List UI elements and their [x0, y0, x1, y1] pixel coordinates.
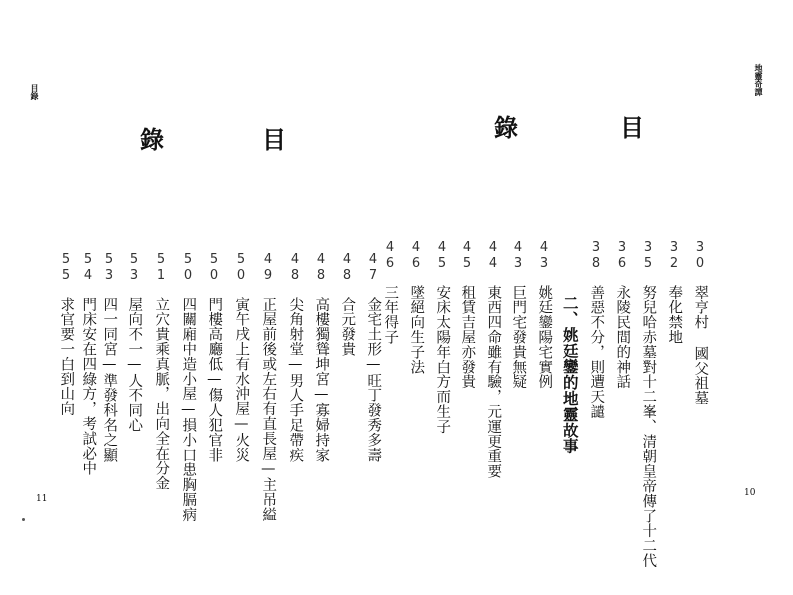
entry-title: 門樓高廳低—傷人犯官非 — [206, 297, 223, 463]
toc-entry — [99, 252, 119, 462]
entry-title: 東西四命雖有驗，元運更重要 — [485, 285, 502, 479]
toc-entry — [457, 240, 477, 389]
page-ref: 48 — [339, 252, 355, 284]
toc-entry — [406, 240, 426, 374]
toc-entry — [432, 240, 452, 434]
page-ref: 53 — [101, 252, 117, 284]
page-ref: 47 — [365, 252, 381, 284]
toc-entry — [231, 252, 251, 462]
page-ref: 36 — [614, 240, 630, 272]
page-ref: 46 — [382, 240, 398, 272]
entry-title: 金宅土形—旺丁發秀多壽 — [365, 297, 382, 463]
entry-title: 正屋前後或左右有直長屋—主吊縊 — [260, 297, 277, 522]
toc-entry — [586, 240, 606, 419]
toc-entry — [204, 252, 224, 462]
page-ref: 30 — [692, 240, 708, 272]
page-ref: 50 — [206, 252, 222, 284]
entry-title: 寅午戌上有水沖屋—火災 — [233, 297, 250, 463]
running-head: 目錄 — [30, 84, 39, 100]
entry-title: 三年得子 — [382, 285, 399, 345]
toc-entry — [337, 252, 357, 357]
entry-title: 立穴貴乘真脈，出向全在分金 — [153, 297, 170, 491]
page-ref: 48 — [313, 252, 329, 284]
entry-title: 高樓獨聳坤宮—寡婦持家 — [313, 297, 330, 463]
entry-title: 翠亨村 國父祖墓 — [692, 285, 709, 406]
page-ref: 50 — [233, 252, 249, 284]
entry-title: 永陵民間的神話 — [614, 285, 631, 390]
page-ref: 43 — [536, 240, 552, 272]
entry-title: 門床安在四綠方，考試必中 — [80, 297, 97, 476]
entry-title: 求官要一白到山向 — [58, 297, 75, 417]
entry-title: 合元發貴 — [339, 297, 356, 357]
entry-title: 姚廷鑾陽宅實例 — [536, 285, 553, 390]
page-ref: 38 — [588, 240, 604, 272]
print-speck — [22, 518, 25, 521]
entry-title: 墜絕向生子法 — [408, 285, 425, 375]
entry-title: 奉化禁地 — [666, 285, 683, 345]
toc-entry — [311, 252, 331, 462]
toc-entry — [258, 252, 278, 522]
page-number: 11 — [36, 494, 48, 504]
title-character: 錄 — [494, 114, 518, 142]
right-page — [382, 0, 793, 595]
title-character: 錄 — [140, 126, 164, 154]
page-ref: 46 — [408, 240, 424, 272]
entry-title: 巨門宅發貴無疑 — [510, 285, 527, 390]
toc-entry — [664, 240, 684, 345]
toc-entry — [151, 252, 171, 491]
toc-entry — [508, 240, 528, 389]
page-ref: 50 — [180, 252, 196, 284]
toc-entry — [380, 240, 400, 345]
entry-title: 四一同宮—準發科名之顯 — [101, 297, 118, 463]
toc-entry — [612, 240, 632, 389]
page-ref: 48 — [287, 252, 303, 284]
entry-title: 善惡不分，則遭天譴 — [588, 285, 605, 420]
title-character: 目 — [262, 126, 286, 154]
toc-entry — [690, 240, 710, 406]
page-ref: 43 — [510, 240, 526, 272]
entry-title: 四關廂中造小屋—損小口患胸膈病 — [180, 297, 197, 522]
page-ref: 35 — [640, 240, 656, 272]
entry-title: 屋向不一—人不同心 — [126, 297, 143, 433]
page-ref: 44 — [485, 240, 501, 272]
running-head: 地靈奇譚 — [754, 64, 763, 96]
entry-title: 安床太陽年白方而生子 — [434, 285, 451, 434]
section-heading — [559, 295, 579, 454]
page-ref: 53 — [126, 252, 142, 284]
entry-title: 努兒哈赤墓對十二峯、清朝皇帝傳了十二代 — [640, 285, 657, 569]
page-ref: 49 — [260, 252, 276, 284]
page-ref: 32 — [666, 240, 682, 272]
page-ref: 55 — [58, 252, 74, 284]
page-ref: 45 — [434, 240, 450, 272]
toc-entry — [124, 252, 144, 433]
section-title: 二、姚廷鑾的地靈故事 — [560, 295, 579, 454]
toc-entry — [285, 252, 305, 462]
title-character: 目 — [620, 114, 644, 142]
toc-entry — [534, 240, 554, 389]
entry-title: 租賃吉屋亦發貴 — [459, 285, 476, 390]
page-ref: 51 — [153, 252, 169, 284]
entry-title: 尖角射堂—男人手足帶疾 — [287, 297, 304, 463]
page-ref: 54 — [80, 252, 96, 284]
toc-entry — [56, 252, 76, 416]
page-number: 10 — [744, 488, 756, 498]
toc-entry — [638, 240, 658, 568]
toc-entry — [78, 252, 98, 476]
toc-entry — [178, 252, 198, 522]
toc-entry — [483, 240, 503, 479]
page-ref: 45 — [459, 240, 475, 272]
